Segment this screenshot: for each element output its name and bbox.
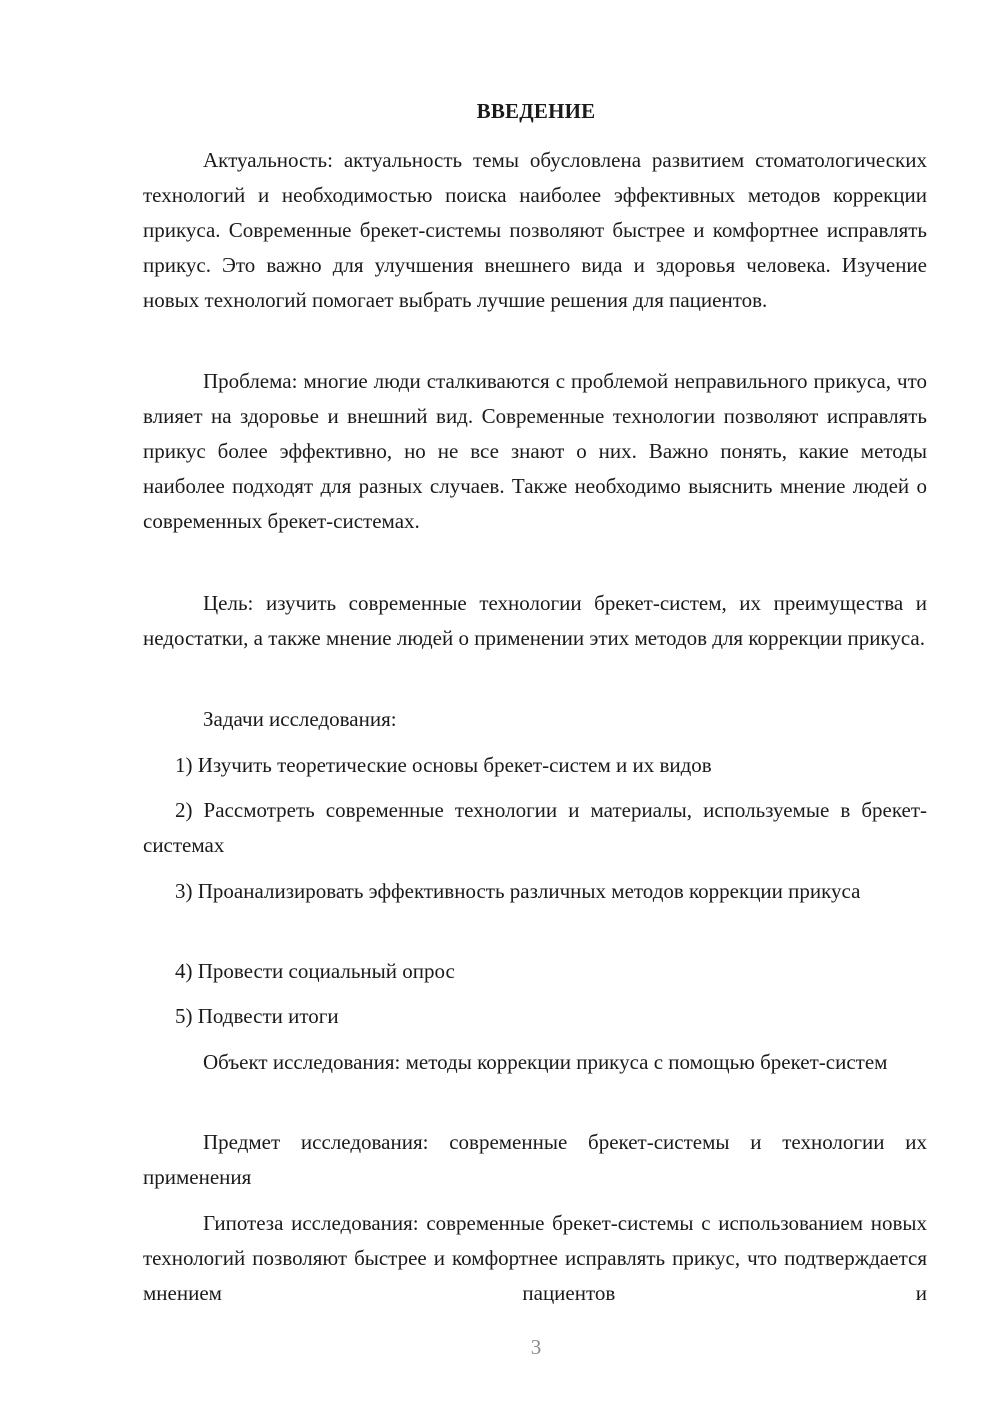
hypothesis-paragraph: Гипотеза исследования: современные брекет-системы с использованием новых технологий позволяют быстрее и комфортнее исправлять прикус, что подтверждается мнением пациентов и [143, 1211, 927, 1305]
tasks-title: Задачи исследования: [203, 707, 397, 731]
task-item-3: 3) Проанализировать эффективность различных методов коррекции прикуса [175, 879, 861, 903]
subject-paragraph: Предмет исследования: современные брекет-системы и технологии их применения [143, 1130, 927, 1189]
page-number: 3 [530, 1335, 542, 1359]
goal-paragraph: Цель: изучить современные технологии брекет-систем, их преимущества и недостатки, а также мнение людей о применении этих методов для коррекции прикуса. [143, 591, 927, 650]
task-item-1: 1) Изучить теоретические основы брекет-систем и их видов [175, 753, 712, 777]
object-paragraph: Объект исследования: методы коррекции прикуса с помощью брекет-систем [203, 1050, 888, 1074]
task-item-4: 4) Провести социальный опрос [175, 959, 455, 983]
task-item-5: 5) Подвести итоги [175, 1004, 339, 1028]
problem-paragraph: Проблема: многие люди сталкиваются с проблемой неправильного прикуса, что влияет на здоровье и внешний вид. Современные технологии позволяют исправлять прикус более эффективно, но не все знают о них. Важно понять, какие методы наиболее подходят для разных случаев. Также необходимо выяснить мнение людей о современных брекет-системах. [143, 369, 927, 533]
task-item-2: 2) Рассмотреть современные технологии и материалы, используемые в брекет-системах [143, 798, 927, 857]
section-heading: ВВЕДЕНИЕ [476, 99, 596, 123]
relevance-paragraph: Актуальность: актуальность темы обусловлена развитием стоматологических технологий и необходимостью поиска наиболее эффективных методов коррекции прикуса. Современные брекет-системы позволяют быстрее и комфортнее исправлять прикус. Это важно для улучшения внешнего вида и здоровья человека. Изучение новых технологий помогает выбрать лучшие решения для пациентов. [143, 148, 927, 312]
